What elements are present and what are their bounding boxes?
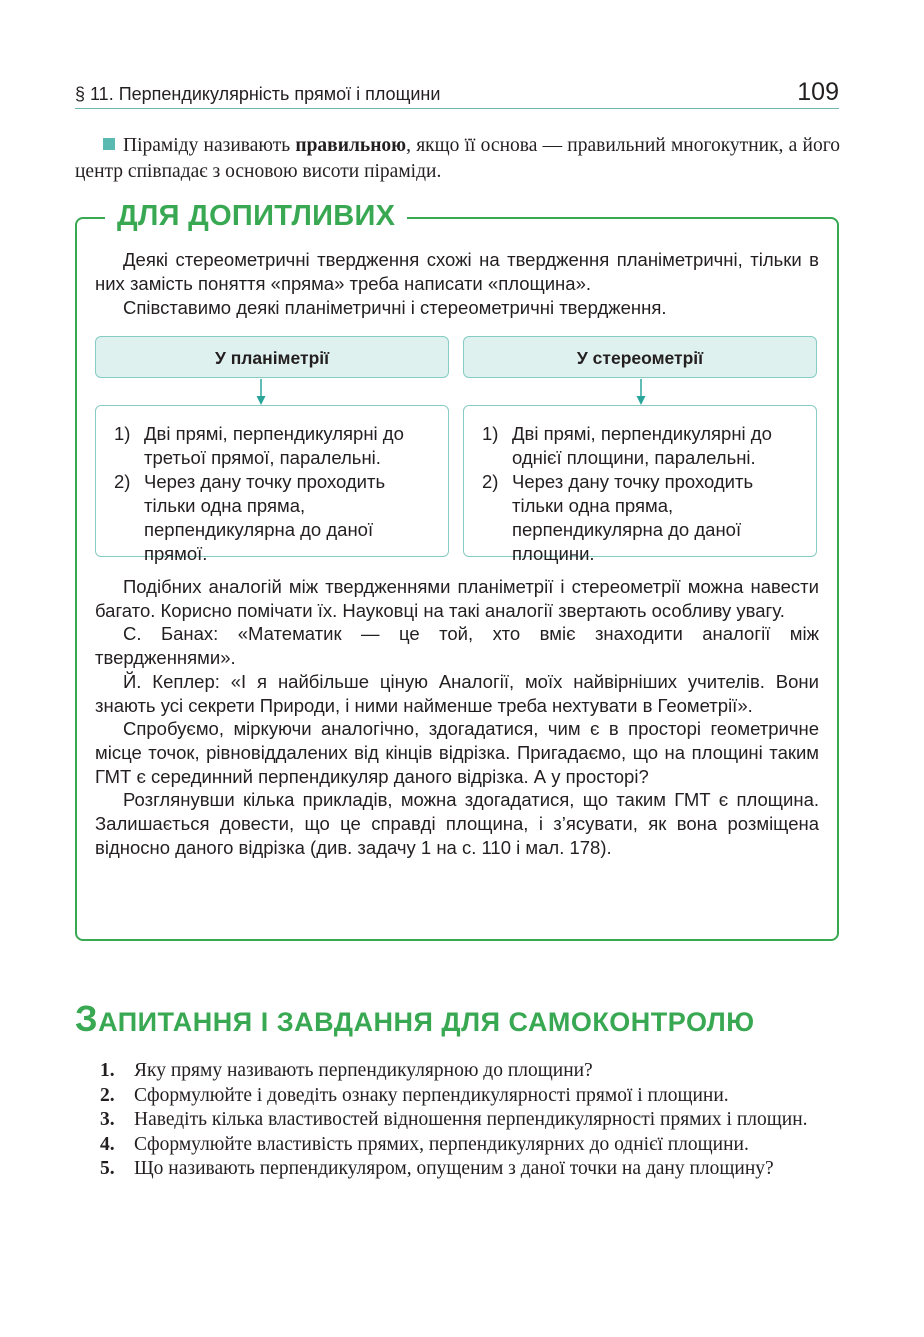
box-paragraph-7: Розглянувши кілька прикладів, можна здогадатися, що таким ГМТ є площина. Залишається довести, що це справді площина, і з’ясувати, як вона розміщена відносно даного відрізка (див. задачу 1 на с. 110 і мал. 178). [95, 789, 819, 858]
definition-text-start: Піраміду називають [123, 135, 296, 156]
stereometry-header: У стереометрії [463, 336, 817, 378]
questions-list [100, 1059, 840, 1182]
banach-quote: С. Банах: «Математик — це той, хто вміє знаходити аналогії між твердженнями». [95, 623, 819, 669]
page-number: 109 [797, 78, 839, 106]
list-item: 4. Сформулюйте властивість прямих, перпендикулярних до однієї площини. [100, 1133, 749, 1155]
list-item: 5. Що називають перпендикуляром, опущеним з даної точки на дану площину? [100, 1158, 774, 1179]
list-item: 3. Наведіть кілька властивостей відношення перпендикулярності прямих і площин. [100, 1109, 808, 1130]
curious-box-title: ДЛЯ ДОПИТЛИВИХ [105, 200, 407, 233]
planimetry-card [95, 405, 449, 564]
arrow-down-icon [256, 379, 266, 405]
definition-term: правильною [295, 135, 407, 156]
stereometry-card [463, 405, 817, 564]
box-paragraph-1: Деякі стереометричні твердження схожі на твердження планіметричні, тільки в них замість поняття «пряма» треба написати «площина». [95, 249, 819, 294]
definition-paragraph [75, 133, 840, 185]
box-paragraph-2: Співставимо деякі планіметричні і стереометричні твердження. [123, 297, 667, 318]
box-text-block [95, 575, 819, 859]
kepler-quote: Й. Кеплер: «І я найбільше ціную Аналогії, моїх найвірніших учителів. Вони знають усі секрети Природи, і ними найменше треба нехтувати в Геометрії». [95, 670, 819, 716]
bullet-square-icon [103, 138, 115, 150]
list-item: 1) Дві прямі, перпендикулярні до однієї площини, паралельні. [482, 423, 772, 468]
box-paragraph-6: Спробуємо, міркуючи аналогічно, здогадатися, чим є в просторі геометричне місце точок, рівновіддалених від кінців відрізка. Пригадаємо, що на площині таким ГМТ є серединний перпендикуляр даного відрізка. А у просторі? [95, 718, 819, 787]
list-item: 2) Через дану точку проходить тільки одна пряма, перпендикулярна до даної площини. [482, 471, 754, 564]
page-header [75, 78, 839, 109]
arrow-down-icon [636, 379, 646, 405]
box-paragraph-3: Подібних аналогій між твердженнями планіметрії і стереометрії можна навести багато. Корисно помічати їх. Науковці на такі аналогії звертають особливу увагу. [95, 576, 819, 621]
questions-title: ЗАПИТАННЯ І ЗАВДАННЯ ДЛЯ САМОКОНТРОЛЮ [75, 998, 755, 1039]
list-item: 2. Сформулюйте і доведіть ознаку перпендикулярності прямої і площини. [100, 1084, 729, 1106]
planimetry-header: У планіметрії [95, 336, 449, 378]
list-item: 1) Дві прямі, перпендикулярні до третьої прямої, паралельні. [114, 423, 404, 468]
section-title: § 11. Перпендикулярність прямої і площини [75, 84, 441, 104]
list-item: 2) Через дану точку проходить тільки одна пряма, перпендикулярна до даної прямої. [114, 471, 386, 564]
definition-text-end: , якщо її основа — правильний многокутник, а його центр співпадає з основою висоти піраміди. [75, 135, 840, 182]
list-item: 1. Яку пряму називають перпендикулярною до площини? [100, 1060, 593, 1081]
